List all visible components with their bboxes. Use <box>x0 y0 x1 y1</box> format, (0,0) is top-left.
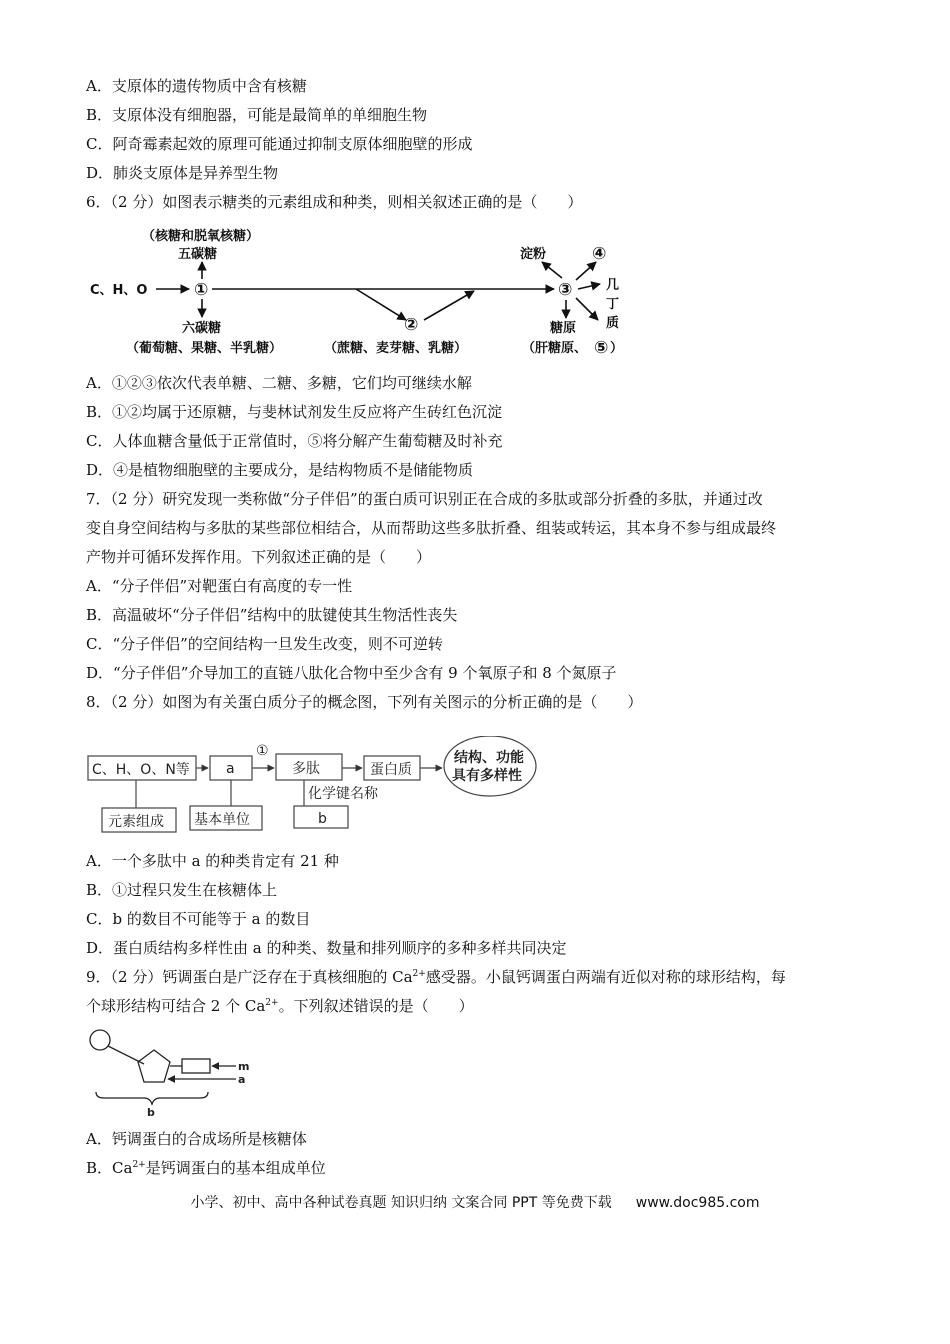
q8-option-c: C．b 的数目不可能等于 a 的数目 <box>86 910 311 928</box>
q7-option-d: D．“分子伴侣”介导加工的直链八肽化合物中至少含有 9 个氧原子和 8 个氮原子 <box>86 664 617 682</box>
q6-stem: 6．（2 分）如图表示糖类的元素组成和种类，则相关叙述正确的是（ ） <box>86 193 583 211</box>
q7-stem-line-3: 产物并可循环发挥作用。下列叙述正确的是（ ） <box>86 548 432 566</box>
q8-option-b: B．①过程只发生在核糖体上 <box>86 881 278 899</box>
q7-option-b: B．高温破坏“分子伴侣”结构中的肽键使其生物活性丧失 <box>86 606 458 624</box>
q6-option-c: C．人体血糖含量低于正常值时，⑤将分解产生葡萄糖及时补充 <box>86 432 503 450</box>
q6-disaccharide-examples: （蔗糖、麦芽糖、乳糖） <box>324 341 468 356</box>
q5-option-d: D．肺炎支原体是异养型生物 <box>86 164 279 182</box>
q8-polypeptide-label: 多肽 <box>292 761 320 777</box>
q8-element-composition-label: 元素组成 <box>108 814 164 830</box>
q6-elements-label: C、H、O <box>90 283 148 298</box>
q8-step-1: ① <box>256 743 269 759</box>
q7-stem-line-1: 7．（2 分）研究发现一类称做“分子伴侣”的蛋白质可识别正在合成的多肽或部分折叠的多肽，并通过改 <box>86 490 763 508</box>
q6-node-2: ② <box>404 315 419 335</box>
q6-node-3: ③ <box>558 280 573 300</box>
q8-option-a: A．一个多肽中 a 的种类肯定有 21 种 <box>86 852 339 870</box>
q8-protein-concept-diagram <box>86 736 556 836</box>
q6-node-5: ⑤ <box>594 338 609 358</box>
q6-option-d: D．④是植物细胞壁的主要成分，是结构物质不是储能物质 <box>86 461 474 479</box>
q9-a-label: a <box>238 1073 246 1086</box>
q7-option-c: C．“分子伴侣”的空间结构一旦发生改变，则不可逆转 <box>86 635 443 653</box>
q8-elements-label: C、H、O、N等 <box>92 762 190 778</box>
q6-hexose-examples: （葡萄糖、果糖、半乳糖） <box>126 341 283 356</box>
q8-diversity-line-2: 具有多样性 <box>452 768 522 784</box>
q6-pentose-label: 五碳糖 <box>178 247 218 262</box>
footer-url: www.doc985.com <box>635 1195 760 1211</box>
q6-chitin-char-1: 几 <box>606 278 620 293</box>
page-footer <box>0 1192 950 1212</box>
q9-m-label: m <box>238 1060 250 1073</box>
q6-glycogen-label: 糖原 <box>550 321 577 336</box>
q6-pentose-examples: （核糖和脱氧核糖） <box>142 229 260 244</box>
q9-option-a: A．钙调蛋白的合成场所是核糖体 <box>86 1130 307 1148</box>
q8-a-label: a <box>226 761 235 777</box>
q6-chitin-char-2: 丁 <box>606 297 620 312</box>
q7-stem-line-2: 变自身空间结构与多肽的某些部位相结合，从而帮助这些多肽折叠、组装或转运，其本身不参与组成最终 <box>86 519 777 537</box>
q6-option-a: A．①②③依次代表单糖、二糖、多糖，它们均可继续水解 <box>86 374 472 392</box>
q6-glycogen-examples-suffix: ） <box>610 341 624 356</box>
q5-option-c: C．阿奇霉素起效的原理可能通过抑制支原体细胞壁的形成 <box>86 135 473 153</box>
q6-option-b: B．①②均属于还原糖，与斐林试剂发生反应将产生砖红色沉淀 <box>86 403 503 421</box>
q6-node-4: ④ <box>592 244 607 264</box>
q8-stem: 8．（2 分）如图为有关蛋白质分子的概念图，下列有关图示的分析正确的是（ ） <box>86 693 643 711</box>
q8-b-label: b <box>318 811 327 827</box>
q8-diversity-line-1: 结构、功能 <box>454 750 524 766</box>
q6-glycogen-examples-prefix: （肝糖原、 <box>522 341 588 356</box>
q9-option-b: B．$Ca^{2+}$是钙调蛋白的基本组成单位 <box>86 1159 326 1177</box>
q9-b-label: b <box>147 1106 155 1119</box>
q6-node-1: ① <box>194 280 209 300</box>
q5-option-a: A．支原体的遗传物质中含有核糖 <box>86 77 307 95</box>
q8-basic-unit-label: 基本单位 <box>194 812 250 828</box>
q5-option-b: B．支原体没有细胞器，可能是最简单的单细胞生物 <box>86 106 428 124</box>
q8-bond-name-label: 化学键名称 <box>308 786 378 802</box>
q6-starch-label: 淀粉 <box>520 247 547 262</box>
q8-protein-label: 蛋白质 <box>370 762 412 778</box>
q6-chitin-char-3: 质 <box>606 316 620 331</box>
q9-nucleotide-diagram <box>86 1028 266 1120</box>
footer-text: 小学、初中、高中各种试卷真题 知识归纳 文案合同 PPT 等免费下载 <box>190 1195 612 1211</box>
q6-hexose-label: 六碳糖 <box>182 321 222 336</box>
q9-stem-line-1: 9．（2 分）钙调蛋白是广泛存在于真核细胞的 $Ca^{2+}$感受器。小鼠钙调蛋白两端有近似对称的球形结构，每 <box>86 968 786 986</box>
q8-option-d: D．蛋白质结构多样性由 a 的种类、数量和排列顺序的多种多样共同决定 <box>86 939 567 957</box>
q6-sugar-diagram <box>86 222 646 362</box>
q9-stem-line-2: 个球形结构可结合 2 个 $Ca^{2+}$。下列叙述错误的是（ ） <box>86 997 474 1015</box>
q7-option-a: A．“分子伴侣”对靶蛋白有高度的专一性 <box>86 577 353 595</box>
